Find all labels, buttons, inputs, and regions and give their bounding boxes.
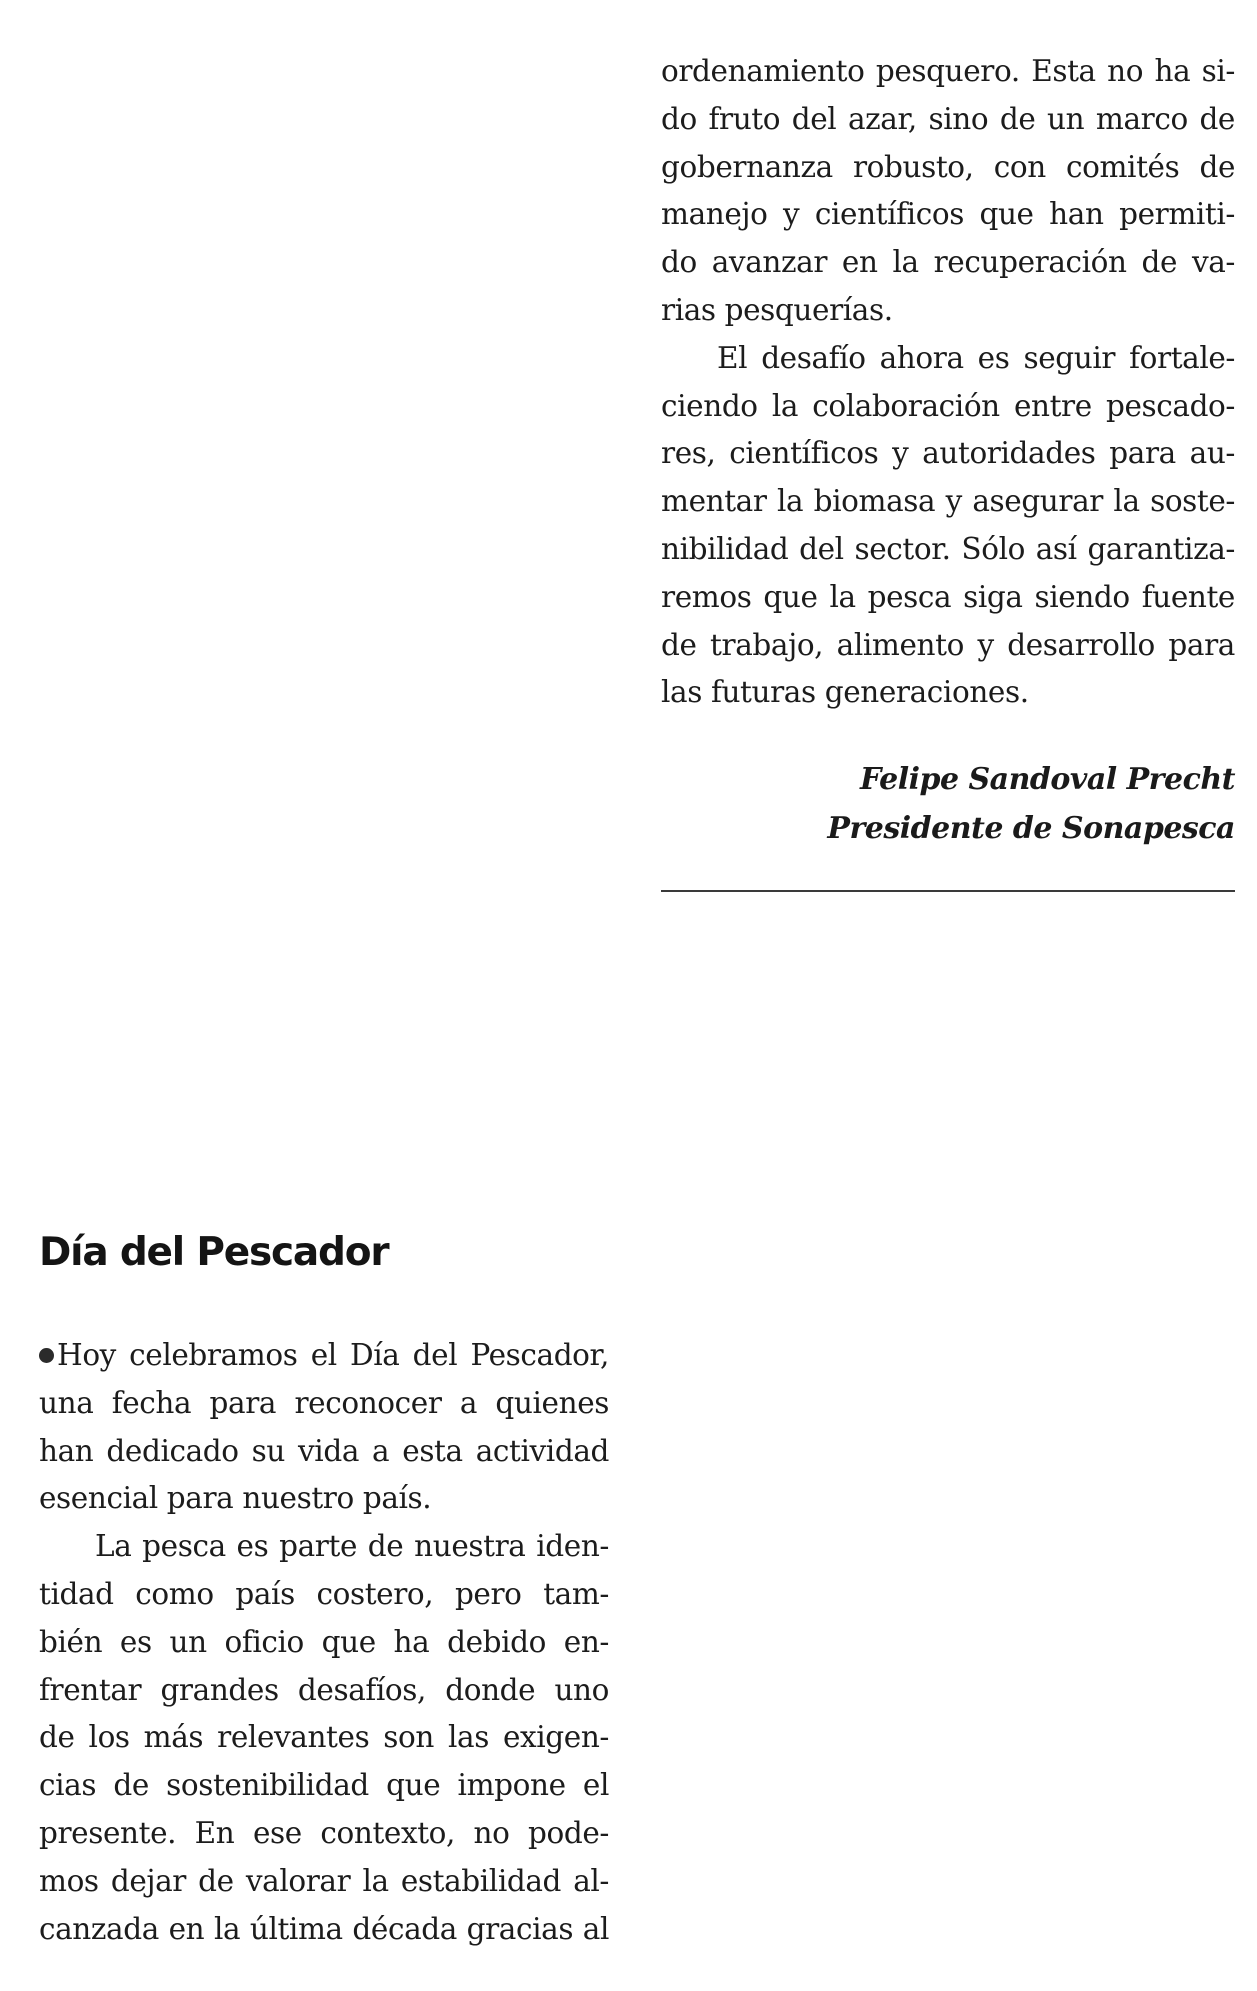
text-line: gobernanza robusto, con comités de bbox=[661, 149, 1235, 184]
text-line: presente. En ese contexto, no pode- bbox=[39, 1815, 609, 1850]
text-line: ciendo la colaboración entre pescado- bbox=[661, 388, 1235, 423]
text-line: remos que la pesca siga siendo fuente bbox=[661, 579, 1235, 614]
text-line: de trabajo, alimento y desarrollo para bbox=[661, 627, 1235, 662]
text-line: El desafío ahora es seguir fortale- bbox=[717, 340, 1235, 375]
text-line: esencial para nuestro país. bbox=[39, 1481, 432, 1516]
text-line: manejo y científicos que han permiti- bbox=[661, 197, 1235, 232]
letter-heading: Día del Pescador bbox=[39, 1230, 389, 1275]
text-line: canzada en la última década gracias al bbox=[39, 1911, 609, 1946]
text-line: ordenamiento pesquero. Esta no ha si- bbox=[661, 54, 1235, 88]
text-line: las futuras generaciones. bbox=[661, 675, 1029, 710]
text-line: han dedicado su vida a esta actividad bbox=[39, 1433, 609, 1468]
text-line-first bbox=[39, 1332, 609, 1380]
article-column-left bbox=[39, 1332, 609, 1953]
text-line: La pesca es parte de nuestra iden- bbox=[95, 1529, 609, 1564]
text-line: do avanzar en la recuperación de va- bbox=[661, 245, 1235, 280]
text-line: cias de sostenibilidad que impone el bbox=[39, 1768, 609, 1803]
text-line: mos dejar de valorar la estabilidad al- bbox=[39, 1863, 609, 1898]
text-line: bién es un oficio que ha debido en- bbox=[39, 1624, 609, 1659]
text-line: de los más relevantes son las exigen- bbox=[39, 1720, 609, 1755]
text-line: frentar grandes desafíos, donde uno bbox=[39, 1672, 609, 1707]
text-line: nibilidad del sector. Sólo así garantiza- bbox=[661, 531, 1235, 566]
text-line: do fruto del azar, sino de un marco de bbox=[661, 101, 1235, 136]
signature-name: Felipe Sandoval Precht bbox=[859, 762, 1235, 797]
text-line: tidad como país costero, pero tam- bbox=[39, 1576, 609, 1611]
section-divider bbox=[661, 890, 1235, 892]
text-line: Hoy celebramos el Día del Pescador, bbox=[57, 1338, 609, 1372]
signature-title: Presidente de Sonapesca bbox=[827, 811, 1235, 846]
text-line: res, científicos y autoridades para au- bbox=[661, 436, 1235, 471]
text-line: mentar la biomasa y asegurar la soste- bbox=[661, 484, 1235, 519]
text-line: una fecha para reconocer a quienes bbox=[39, 1385, 609, 1420]
bullet-icon bbox=[39, 1348, 54, 1363]
text-line: rias pesquerías. bbox=[661, 292, 893, 327]
article-column-right bbox=[661, 48, 1235, 717]
